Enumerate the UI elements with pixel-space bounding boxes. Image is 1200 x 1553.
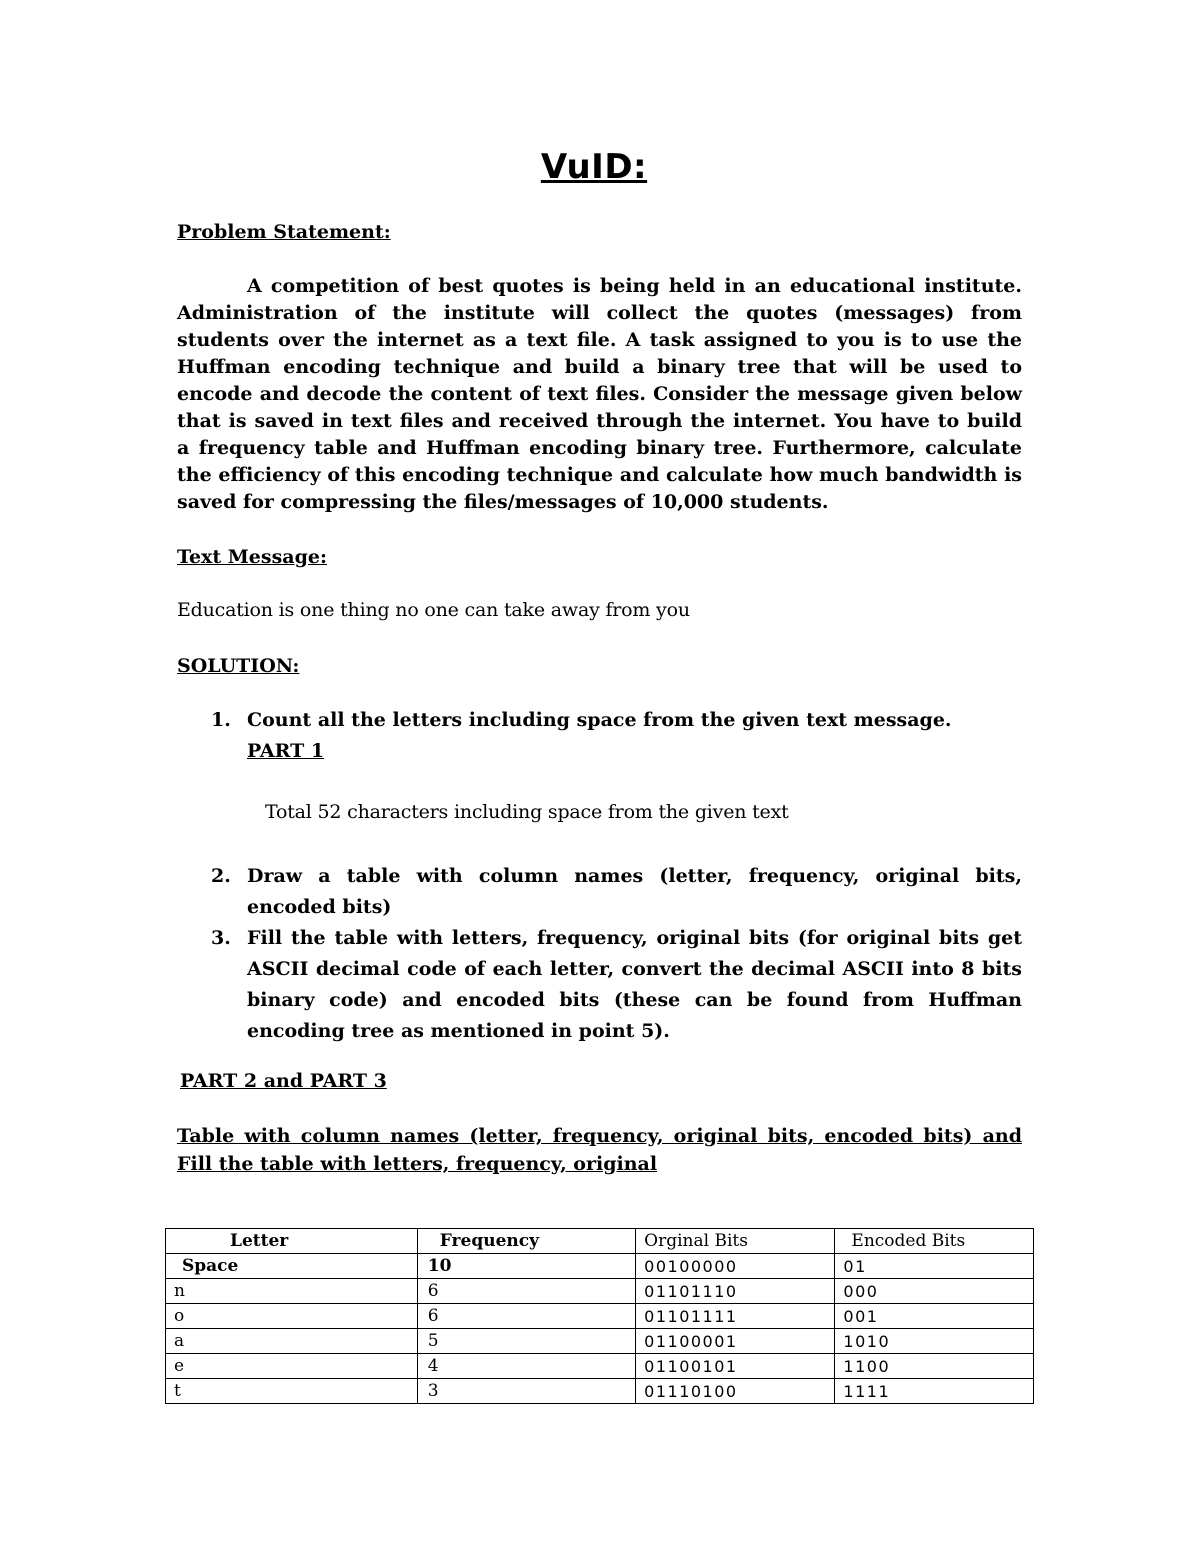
cell-letter: a [166,1329,418,1354]
cell-encoded-bits: 1111 [835,1379,1034,1404]
table-header-row [166,1229,1034,1254]
step-2-item [177,861,1022,923]
step-1-item [177,705,1022,736]
problem-statement-text: A competition of best quotes is being held in an educational institute. Administration of the institute will collect the quotes (messages) from students over the internet as a text file. A task assigned to you is to use the Huffman encoding technique and build a binary tree that will be used to encode and decode the content of text files. Consider the message given below that is saved in text files and received through the internet. You have to build a frequency table and Huffman encoding binary tree. Furthermore, calculate the efficiency of this encoding technique and calculate how much bandwidth is saved for compressing the files/messages of 10,000 students. [177,275,1022,513]
cell-frequency: 5 [417,1329,635,1354]
cell-original-bits: 01110100 [636,1379,835,1404]
part-1-label: PART 1 [247,740,325,762]
cell-encoded-bits: 000 [835,1279,1034,1304]
cell-encoded-bits: 001 [835,1304,1034,1329]
page-title: VuID: [540,147,648,187]
cell-frequency: 4 [417,1354,635,1379]
cell-encoded-bits: 1010 [835,1329,1034,1354]
cell-original-bits: 01101111 [636,1304,835,1329]
table-row [166,1279,1034,1304]
table-row [166,1354,1034,1379]
cell-letter: o [166,1304,418,1329]
cell-frequency: 6 [417,1304,635,1329]
table-row [166,1329,1034,1354]
step-3-number: 3. [211,927,231,949]
solution-step-1 [177,705,1022,736]
header-encoded-bits: Encoded Bits [835,1229,1034,1254]
solution-heading: SOLUTION: [177,655,300,677]
problem-statement-heading: Problem Statement: [177,221,391,243]
cell-letter: Space [166,1254,418,1279]
header-original-bits: Orginal Bits [636,1229,835,1254]
cell-letter: e [166,1354,418,1379]
table-row [166,1304,1034,1329]
text-message-heading: Text Message: [177,546,327,568]
table-row [166,1254,1034,1279]
header-frequency: Frequency [417,1229,635,1254]
problem-statement-paragraph [177,273,1022,516]
step-3-item [177,923,1022,1047]
cell-original-bits: 00100000 [636,1254,835,1279]
solution-steps-2-3 [177,861,1022,1047]
cell-original-bits: 01101110 [636,1279,835,1304]
step-1-text: Count all the letters including space from the given text message. [247,709,952,731]
cell-original-bits: 01100101 [636,1354,835,1379]
step-2-text: Draw a table with column names (letter, frequency, original bits, encoded bits) [247,865,1022,918]
cell-frequency: 6 [417,1279,635,1304]
frequency-table [165,1228,1034,1404]
cell-frequency: 3 [417,1379,635,1404]
cell-letter: n [166,1279,418,1304]
part-2-3-label: PART 2 and PART 3 [180,1070,387,1092]
cell-frequency: 10 [417,1254,635,1279]
table-caption: Table with column names (letter, frequency, original bits, encoded bits) and Fill the table with letters, frequency, original [177,1125,1022,1175]
cell-letter: t [166,1379,418,1404]
step-2-number: 2. [211,865,231,887]
cell-original-bits: 01100001 [636,1329,835,1354]
step-3-text: Fill the table with letters, frequency, original bits (for original bits get ASCII decimal code of each letter, convert the decimal ASCII into 8 bits binary code) and encoded bits (these can be found from Huffman encoding tree as mentioned in point 5). [247,927,1022,1042]
cell-encoded-bits: 1100 [835,1354,1034,1379]
table-row [166,1379,1034,1404]
header-letter: Letter [166,1229,418,1254]
text-message-content: Education is one thing no one can take away from you [177,599,690,621]
step-1-number: 1. [211,709,231,731]
cell-encoded-bits: 01 [835,1254,1034,1279]
part-1-answer: Total 52 characters including space from the given text [265,801,789,823]
